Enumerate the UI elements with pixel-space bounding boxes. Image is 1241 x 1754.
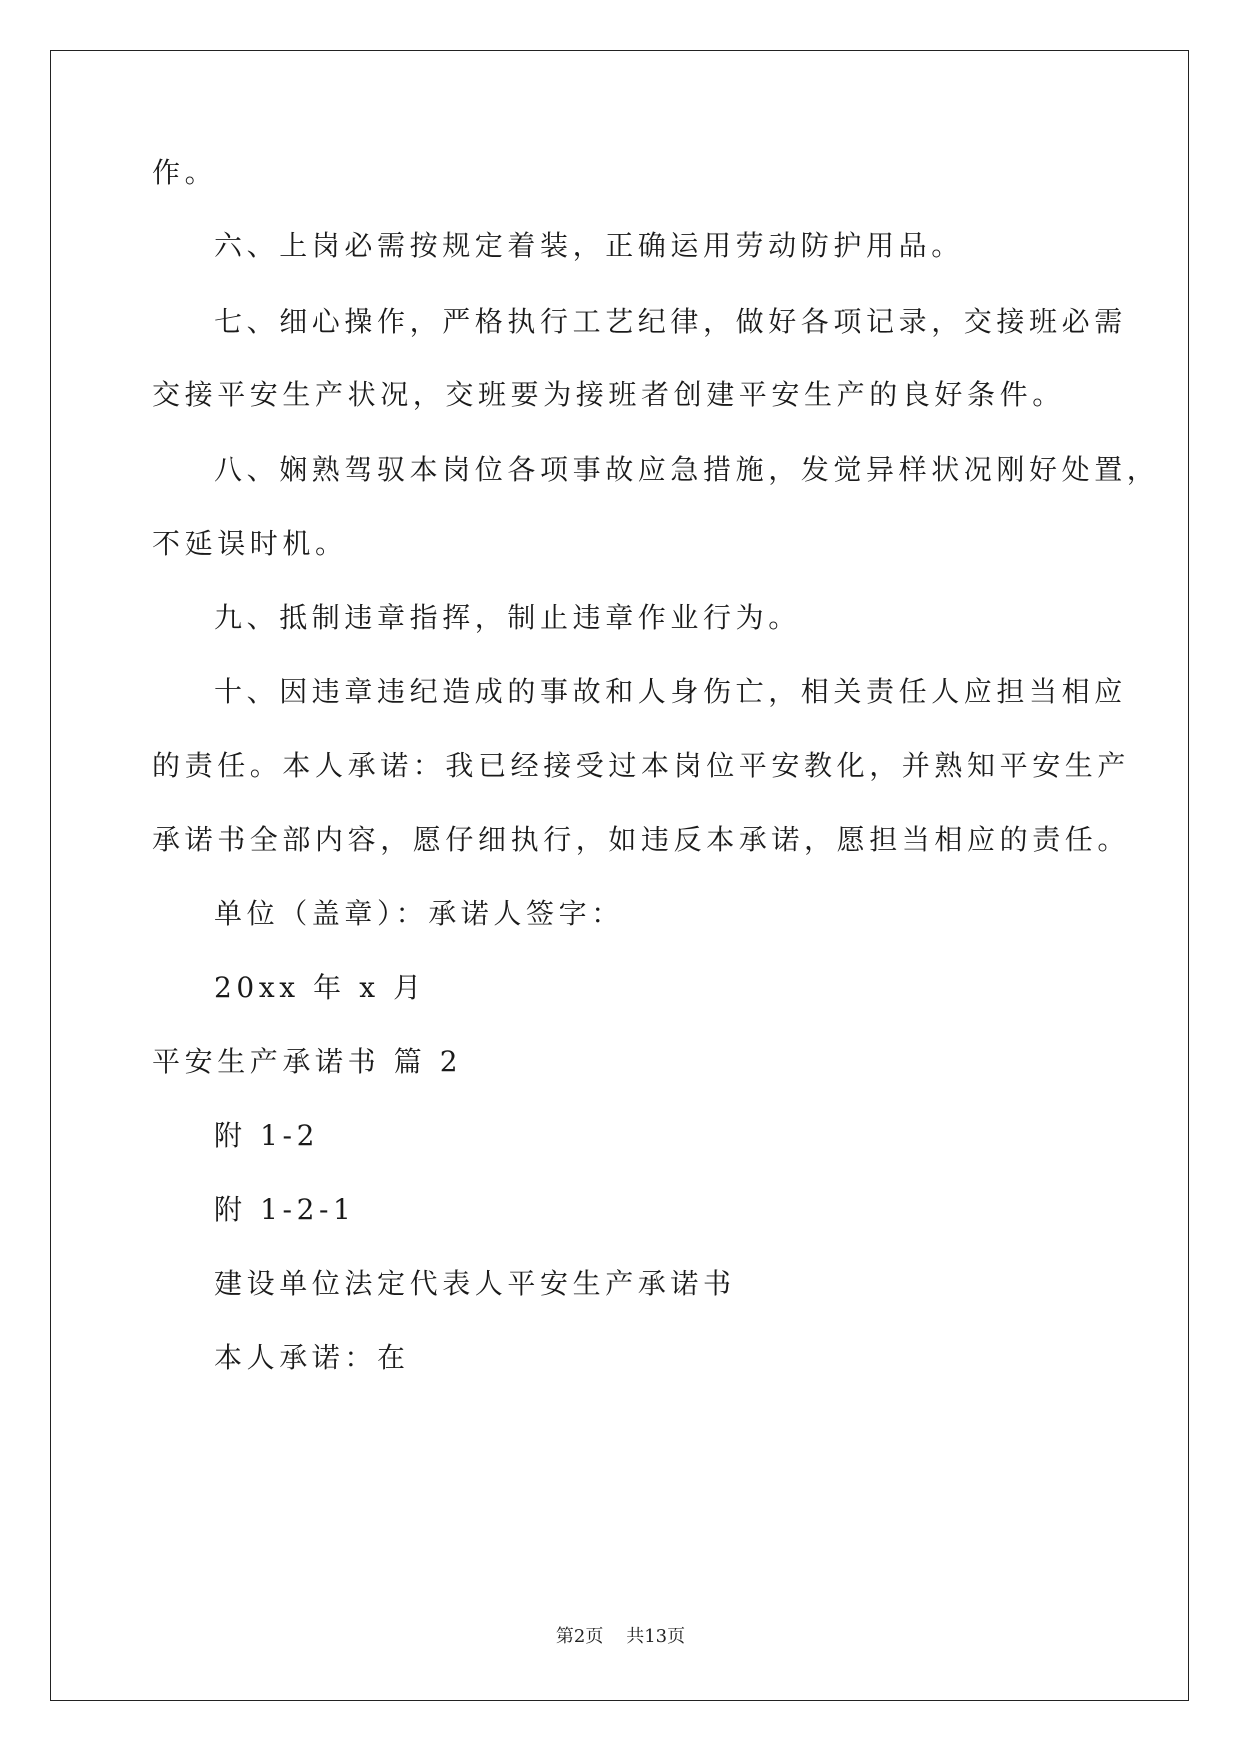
page-border [50,50,1189,1701]
text-line: 不延误时机。 [152,527,348,560]
paragraph-item-9: 九、抵制违章指挥，制止违章作业行为。 [214,601,801,634]
appendix-label: 附 1-2 [214,1119,319,1152]
text-line: 本人承诺：在 [214,1341,410,1374]
signature-line: 单位（盖章）：承诺人签字： [214,897,624,930]
text-line: 交接平安生产状况，交班要为接班者创建平安生产的良好条件。 [152,378,1065,411]
paragraph-item-10: 十、因违章违纪造成的事故和人身伤亡，相关责任人应担当相应 [214,675,1127,708]
document-title: 建设单位法定代表人平安生产承诺书 [214,1267,736,1300]
text-line: 作。 [152,156,218,189]
paragraph-item-6: 六、上岗必需按规定着装，正确运用劳动防护用品。 [214,229,964,262]
section-heading: 平安生产承诺书 篇 2 [152,1045,463,1078]
paragraph-item-8: 八、娴熟驾驭本岗位各项事故应急措施，发觉异样状况刚好处置， [214,453,1160,486]
appendix-label: 附 1-2-1 [214,1193,356,1226]
paragraph-item-7: 七、细心操作，严格执行工艺纪律，做好各项记录，交接班必需 [214,305,1127,338]
date-line: 20xx 年 x 月 [214,971,426,1004]
text-line: 承诺书全部内容，愿仔细执行，如违反本承诺，愿担当相应的责任。 [152,823,1131,856]
text-line: 的责任。本人承诺：我已经接受过本岗位平安教化，并熟知平安生产 [152,749,1131,782]
page-number-footer: 第2页 共13页 [555,1626,686,1647]
